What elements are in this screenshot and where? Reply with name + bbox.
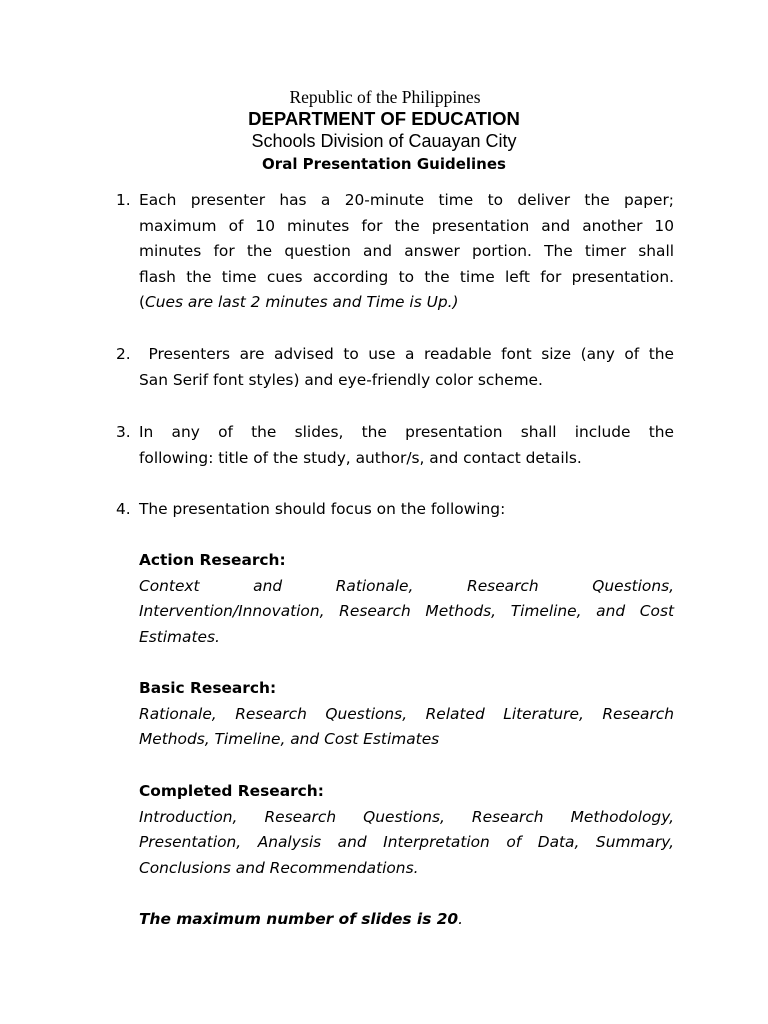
section-line: Intervention/Innovation, Research Methods, Timeline, and Cost — [139, 602, 674, 620]
guideline-item-2 — [116, 342, 674, 393]
section-text — [139, 702, 674, 753]
item-text — [139, 420, 674, 471]
item-line: minutes for the question and answer portion. The timer shall — [139, 242, 674, 260]
item-line: flash the time cues according to the time left for presentation. — [139, 267, 674, 286]
item-line: maximum of 10 minutes for the presentation and another 10 — [139, 216, 674, 235]
item-text — [139, 188, 674, 316]
division-name: Schools Division of Cauayan City — [251, 131, 517, 151]
section-line: Conclusions and Recommendations. — [139, 858, 419, 877]
item-text — [139, 497, 674, 523]
section-line: Context and Rationale, Research Questions, — [139, 576, 674, 595]
section-text — [139, 805, 674, 882]
section-action-research — [139, 548, 674, 650]
section-line: Presentation, Analysis and Interpretation of Data, Summary, — [139, 833, 674, 851]
item-line: The presentation should focus on the following: — [139, 500, 506, 518]
section-line: Rationale, Research Questions, Related Literature, Research — [139, 704, 674, 723]
section-heading: Basic Research: — [139, 679, 277, 697]
republic-line: Republic of the Philippines — [289, 87, 481, 107]
document-title: Oral Presentation Guidelines — [262, 155, 506, 173]
section-line: Introduction, Research Questions, Research Methodology, — [139, 807, 674, 826]
section-text — [139, 574, 674, 651]
section-heading: Action Research: — [139, 551, 286, 569]
letterhead — [0, 86, 768, 175]
item-line: In any of the slides, the presentation shall include the — [139, 423, 674, 441]
max-slides-text: The maximum number of slides is 20 — [139, 910, 459, 928]
item-number: 3. — [116, 423, 131, 441]
item-line: Presenters are advised to use a readable font size (any of the — [139, 345, 674, 363]
guideline-item-4 — [116, 497, 674, 523]
item-note-line — [139, 290, 674, 316]
item-line: following: title of the study, author/s, and contact details. — [139, 448, 582, 467]
guideline-item-3 — [116, 420, 674, 471]
section-completed-research — [139, 779, 674, 881]
item-number: 1. — [116, 191, 131, 209]
section-line: Estimates. — [139, 627, 220, 646]
item-line: Each presenter has a 20-minute time to deliver the paper; — [139, 191, 674, 209]
max-slides-period: . — [458, 910, 464, 928]
section-line: Methods, Timeline, and Cost Estimates — [139, 730, 440, 748]
item-number: 2. — [116, 345, 131, 363]
max-slides-note — [139, 907, 463, 933]
note-paren: ( — [139, 293, 146, 311]
time-cues-note: Cues are last 2 minutes and Time is Up.) — [145, 293, 459, 311]
item-text — [139, 342, 674, 393]
section-basic-research — [139, 676, 674, 753]
guideline-item-1 — [116, 188, 674, 316]
item-number: 4. — [116, 500, 131, 518]
section-heading: Completed Research: — [139, 782, 324, 800]
item-line: San Serif font styles) and eye-friendly color scheme. — [139, 370, 543, 389]
department-name: DEPARTMENT OF EDUCATION — [248, 108, 520, 129]
